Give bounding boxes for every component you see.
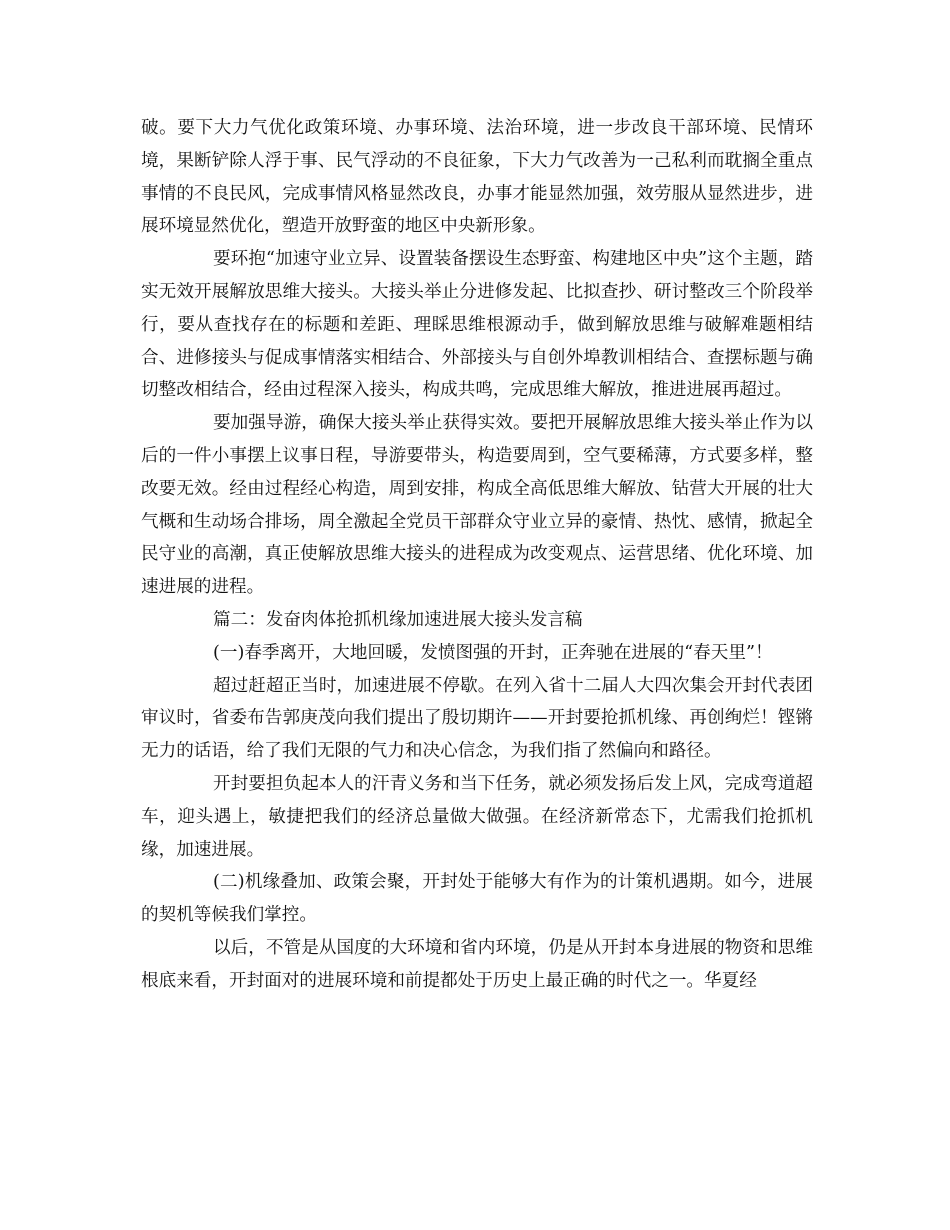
paragraph-8: (二)机缘叠加、政策会聚，开封处于能够大有作为的计策机遇期。如今，进展的契机等候我们掌控。 <box>141 872 813 926</box>
paragraph-3: 要加强导游，确保大接头举止获得实效。要把开展解放思维大接头举止作为以后的一件小事摆上议事日程，导游要带头，构造要周到，空气要稀薄，方式要多样，整改要无效。经由过程经心构造，周到安排，构成全高低思维大解放、钻营大开展的壮大气概和生动场合排场，周全激起全党员干部群众守业立异的豪情、热忱、感情，掀起全民守业的高潮，真正使解放思维大接头的进程成为改变观点、运营思绪、优化环境、加速进展的进程。 <box>141 413 813 598</box>
paragraph-1: 破。要下大力气优化政策环境、办事环境、法治环境，进一步改良干部环境、民情环境，果断铲除人浮于事、民气浮动的不良征象，下大力气改善为一己私利而耽搁全重点事情的不良民风，完成事情风格显然改良，办事才能显然加强，效劳服从显然进步，进展环境显然优化，塑造开放野蛮的地区中央新形象。 <box>141 118 813 237</box>
paragraph-6: 超过赶超正当时，加速进展不停歇。在列入省十二届人大四次集会开封代表团审议时，省委布告郭庚茂向我们提出了殷切期许——开封要抢抓机缘、再创绚烂！铿锵无力的话语，给了我们无限的气力和决心信念，为我们指了然偏向和路径。 <box>141 675 813 762</box>
document-page <box>141 112 813 998</box>
paragraph-5: (一)春季离开，大地回暖，发愤图强的开封，正奔驰在进展的“春天里”！ <box>213 642 773 663</box>
paragraph-7: 开封要担负起本人的汗青义务和当下任务，就必须发扬后发上风，完成弯道超车，迎头遇上，敏捷把我们的经济总量做大做强。在经济新常态下，尤需我们抢抓机缘，加速进展。 <box>141 773 813 860</box>
paragraph-2: 要环抱“加速守业立异、设置装备摆设生态野蛮、构建地区中央”这个主题，踏实无效开展解放思维大接头。大接头举止分进修发起、比拟查抄、研讨整改三个阶段举行，要从查找存在的标题和差距、理睬思维根源动手，做到解放思维与破解难题相结合、进修接头与促成事情落实相结合、外部接头与自创外埠教训相结合、查摆标题与确切整改相结合，经由过程深入接头，构成共鸣，完成思维大解放，推进进展再超过。 <box>141 249 813 401</box>
paragraph-9: 以后，不管是从国度的大环境和省内环境，仍是从开封本身进展的物资和思维根底来看，开封面对的进展环境和前提都处于历史上最正确的时代之一。华夏经 <box>141 937 813 991</box>
section-heading: 篇二：发奋肉体抢抓机缘加速进展大接头发言稿 <box>213 609 583 630</box>
